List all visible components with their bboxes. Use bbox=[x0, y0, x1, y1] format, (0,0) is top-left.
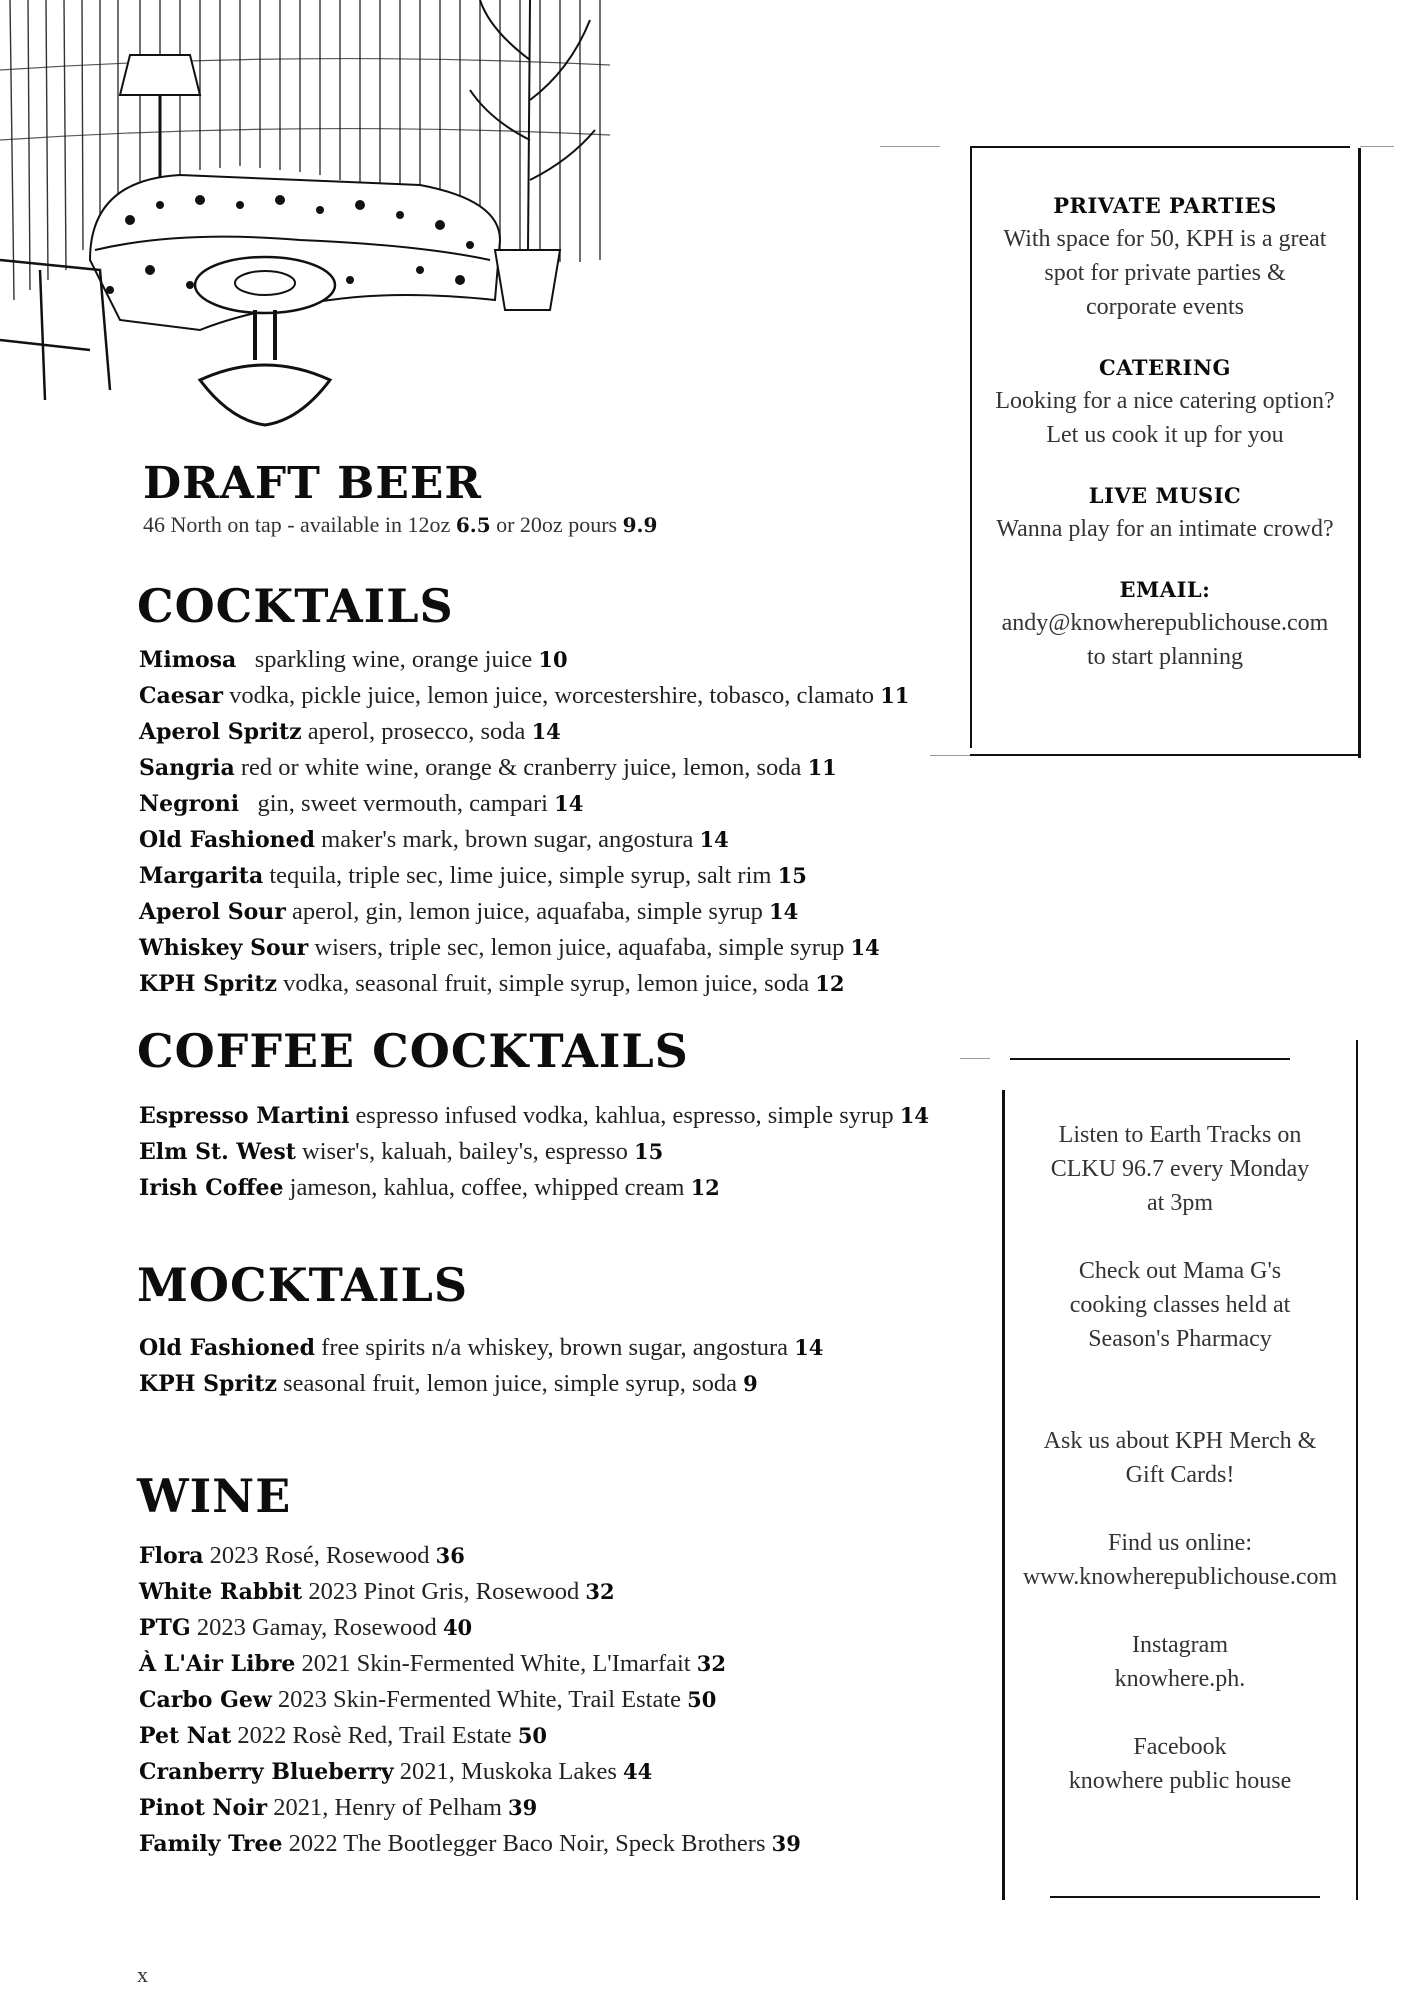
item-desc: aperol, prosecco, soda bbox=[307, 718, 526, 745]
facebook-label: Facebook bbox=[1133, 1734, 1227, 1760]
item-price: 14 bbox=[768, 899, 799, 924]
classes-line: Season's Pharmacy bbox=[1088, 1326, 1272, 1352]
menu-item bbox=[139, 1366, 823, 1402]
item-name: Old Fashioned bbox=[139, 827, 316, 853]
menu-item bbox=[139, 1574, 801, 1610]
radio-line: CLKU 96.7 every Monday bbox=[1050, 1156, 1310, 1182]
item-price: 11 bbox=[807, 755, 837, 780]
item-desc: gin, sweet vermouth, campari bbox=[257, 790, 548, 817]
lounge-illustration bbox=[0, 0, 610, 440]
item-price: 32 bbox=[585, 1579, 615, 1604]
item-desc: vodka, seasonal fruit, simple syrup, lemon juice, soda bbox=[283, 970, 810, 997]
email-address[interactable]: andy@knowherepublichouse.com bbox=[1001, 610, 1329, 636]
instagram-label: Instagram bbox=[1132, 1632, 1228, 1658]
facebook-handle[interactable]: knowhere public house bbox=[1068, 1768, 1292, 1794]
merch-line: Ask us about KPH Merch & bbox=[1043, 1428, 1317, 1454]
item-desc: 2021, Muskoka Lakes bbox=[399, 1758, 617, 1785]
box-border-bottom bbox=[1050, 1896, 1320, 1898]
box-border-top-right-dash bbox=[1360, 146, 1394, 147]
menu-item bbox=[139, 1826, 801, 1862]
item-price: 44 bbox=[622, 1759, 653, 1784]
item-desc: red or white wine, orange & cranberry juice, lemon, soda bbox=[240, 754, 802, 781]
item-price: 14 bbox=[554, 791, 584, 816]
private-parties-line: spot for private parties & bbox=[1044, 260, 1286, 286]
item-price: 15 bbox=[634, 1139, 664, 1164]
wine-title: WINE bbox=[137, 1469, 292, 1523]
menu-item bbox=[139, 930, 909, 966]
item-price: 36 bbox=[435, 1543, 465, 1568]
item-name: White Rabbit bbox=[139, 1579, 303, 1605]
menu-item bbox=[139, 786, 909, 822]
menu-item bbox=[139, 750, 909, 786]
item-name: Cranberry Blueberry bbox=[139, 1759, 394, 1785]
wine-list bbox=[139, 1538, 801, 1862]
item-name: Flora bbox=[139, 1543, 204, 1569]
coffee-cocktails-list bbox=[139, 1098, 929, 1206]
draft-beer-desc-prefix: 46 North on tap - available in 12oz bbox=[143, 512, 451, 537]
info-box-content bbox=[972, 190, 1358, 674]
coffee-cocktails-title: COFFEE COCKTAILS bbox=[137, 1024, 689, 1078]
menu-item bbox=[139, 894, 909, 930]
box-border-bottom-left-dash bbox=[930, 755, 970, 756]
item-name: PTG bbox=[139, 1615, 191, 1641]
item-name: Negroni bbox=[139, 791, 240, 817]
live-music-heading: LIVE MUSIC bbox=[1088, 483, 1242, 508]
item-desc: 2022 Rosè Red, Trail Estate bbox=[237, 1722, 512, 1749]
merch-line: Gift Cards! bbox=[1125, 1462, 1235, 1488]
item-price: 10 bbox=[538, 647, 568, 672]
radio-line: Listen to Earth Tracks on bbox=[1058, 1122, 1302, 1148]
item-price: 50 bbox=[517, 1723, 548, 1748]
item-desc: espresso infused vodka, kahlua, espresso, simple syrup bbox=[355, 1102, 894, 1129]
menu-item bbox=[139, 642, 909, 678]
menu-item bbox=[139, 1538, 801, 1574]
item-desc: wiser's, kaluah, bailey's, espresso bbox=[302, 1138, 628, 1165]
item-desc: 2023 Skin-Fermented White, Trail Estate bbox=[277, 1686, 681, 1713]
catering-line: Looking for a nice catering option? bbox=[995, 388, 1335, 414]
draft-beer-price-large: 9.9 bbox=[622, 513, 658, 537]
catering-heading: CATERING bbox=[1099, 355, 1231, 380]
item-desc: tequila, triple sec, lime juice, simple syrup, salt rim bbox=[269, 862, 772, 889]
item-name: Whiskey Sour bbox=[139, 935, 309, 961]
box-border-right bbox=[1358, 148, 1361, 758]
item-desc: 2021, Henry of Pelham bbox=[273, 1794, 502, 1821]
item-desc: maker's mark, brown sugar, angostura bbox=[321, 826, 694, 853]
box-border-bottom bbox=[970, 754, 1360, 756]
item-price: 14 bbox=[850, 935, 880, 960]
item-desc: seasonal fruit, lemon juice, simple syrup, soda bbox=[283, 1370, 737, 1397]
item-price: 39 bbox=[771, 1831, 801, 1856]
website-link[interactable]: www.knowherepublichouse.com bbox=[1022, 1564, 1338, 1590]
menu-item bbox=[139, 1134, 929, 1170]
item-price: 14 bbox=[531, 719, 561, 744]
events-box-content bbox=[1004, 1118, 1356, 1798]
menu-item bbox=[139, 678, 909, 714]
menu-item bbox=[139, 966, 909, 1002]
draft-beer-description bbox=[143, 512, 657, 538]
item-price: 39 bbox=[508, 1795, 538, 1820]
catering-line: Let us cook it up for you bbox=[1046, 422, 1284, 448]
item-desc: jameson, kahlua, coffee, whipped cream bbox=[289, 1174, 685, 1201]
box-border-top-left-dash bbox=[960, 1058, 990, 1059]
item-name: KPH Spritz bbox=[139, 1371, 277, 1397]
private-parties-heading: PRIVATE PARTIES bbox=[1053, 193, 1277, 218]
cocktails-title: COCKTAILS bbox=[137, 579, 454, 633]
item-desc: vodka, pickle juice, lemon juice, worcestershire, tobasco, clamato bbox=[229, 682, 875, 709]
item-price: 32 bbox=[696, 1651, 726, 1676]
item-desc: 2021 Skin-Fermented White, L'Imarfait bbox=[301, 1650, 691, 1677]
footer-mark: x bbox=[137, 1962, 148, 1987]
item-desc: 2023 Pinot Gris, Rosewood bbox=[308, 1578, 580, 1605]
item-desc: wisers, triple sec, lemon juice, aquafaba, simple syrup bbox=[314, 934, 845, 961]
online-label: Find us online: bbox=[1107, 1530, 1252, 1556]
classes-line: cooking classes held at bbox=[1069, 1292, 1291, 1318]
menu-item bbox=[139, 1718, 801, 1754]
item-price: 12 bbox=[815, 971, 845, 996]
item-price: 40 bbox=[442, 1615, 473, 1640]
item-price: 14 bbox=[699, 827, 729, 852]
instagram-handle[interactable]: knowhere.ph. bbox=[1114, 1666, 1246, 1692]
menu-item bbox=[139, 1646, 801, 1682]
item-name: À L'Air Libre bbox=[139, 1651, 296, 1677]
email-line: to start planning bbox=[1087, 644, 1243, 670]
item-name: Pet Nat bbox=[139, 1723, 232, 1749]
private-parties-line: With space for 50, KPH is a great bbox=[1003, 226, 1327, 252]
item-desc: free spirits n/a whiskey, brown sugar, angostura bbox=[321, 1334, 789, 1361]
box-border-top bbox=[970, 146, 1350, 148]
events-box bbox=[960, 1030, 1390, 1910]
item-name: Pinot Noir bbox=[139, 1795, 268, 1821]
item-name: Carbo Gew bbox=[139, 1687, 272, 1713]
private-parties-line: corporate events bbox=[1086, 294, 1244, 320]
menu-item bbox=[139, 822, 909, 858]
item-name: KPH Spritz bbox=[139, 971, 277, 997]
item-desc: sparkling wine, orange juice bbox=[254, 646, 533, 673]
cocktails-list bbox=[139, 642, 909, 1002]
draft-beer-title: DRAFT BEER bbox=[143, 458, 482, 509]
mocktails-title: MOCKTAILS bbox=[137, 1258, 469, 1312]
info-box bbox=[880, 138, 1394, 768]
menu-item bbox=[139, 714, 909, 750]
item-name: Old Fashioned bbox=[139, 1335, 316, 1361]
item-name: Mimosa bbox=[139, 647, 237, 673]
item-desc: 2022 The Bootlegger Baco Noir, Speck Brothers bbox=[288, 1830, 766, 1857]
item-name: Caesar bbox=[139, 683, 223, 709]
live-music-line: Wanna play for an intimate crowd? bbox=[996, 516, 1334, 542]
item-name: Margarita bbox=[139, 863, 264, 889]
menu-item bbox=[139, 858, 909, 894]
item-name: Irish Coffee bbox=[139, 1175, 284, 1201]
item-name: Sangria bbox=[139, 755, 235, 781]
item-name: Aperol Sour bbox=[139, 899, 286, 925]
menu-item bbox=[139, 1790, 801, 1826]
item-price: 14 bbox=[899, 1103, 930, 1128]
item-desc: 2023 Rosé, Rosewood bbox=[209, 1542, 430, 1569]
radio-line: at 3pm bbox=[1147, 1190, 1213, 1216]
item-name: Elm St. West bbox=[139, 1139, 296, 1165]
draft-beer-desc-mid: or 20oz pours bbox=[496, 512, 618, 537]
item-price: 14 bbox=[794, 1335, 824, 1360]
classes-line: Check out Mama G's bbox=[1078, 1258, 1282, 1284]
item-name: Espresso Martini bbox=[139, 1103, 350, 1129]
item-price: 9 bbox=[743, 1371, 758, 1396]
menu-item bbox=[139, 1098, 929, 1134]
item-desc: 2023 Gamay, Rosewood bbox=[196, 1614, 437, 1641]
box-border-top-left-dash bbox=[880, 146, 940, 147]
item-price: 15 bbox=[777, 863, 807, 888]
item-price: 50 bbox=[687, 1687, 717, 1712]
draft-beer-price-small: 6.5 bbox=[455, 513, 491, 537]
item-name: Aperol Spritz bbox=[139, 719, 302, 745]
menu-item bbox=[139, 1330, 823, 1366]
item-name: Family Tree bbox=[139, 1831, 283, 1857]
email-heading: EMAIL: bbox=[1119, 577, 1211, 602]
item-price: 11 bbox=[880, 683, 910, 708]
menu-item bbox=[139, 1682, 801, 1718]
menu-item bbox=[139, 1754, 801, 1790]
box-border-top bbox=[1010, 1058, 1290, 1060]
item-price: 12 bbox=[690, 1175, 720, 1200]
mocktails-list bbox=[139, 1330, 823, 1402]
item-desc: aperol, gin, lemon juice, aquafaba, simple syrup bbox=[292, 898, 763, 925]
menu-item bbox=[139, 1610, 801, 1646]
menu-item bbox=[139, 1170, 929, 1206]
box-border-right bbox=[1356, 1040, 1358, 1900]
